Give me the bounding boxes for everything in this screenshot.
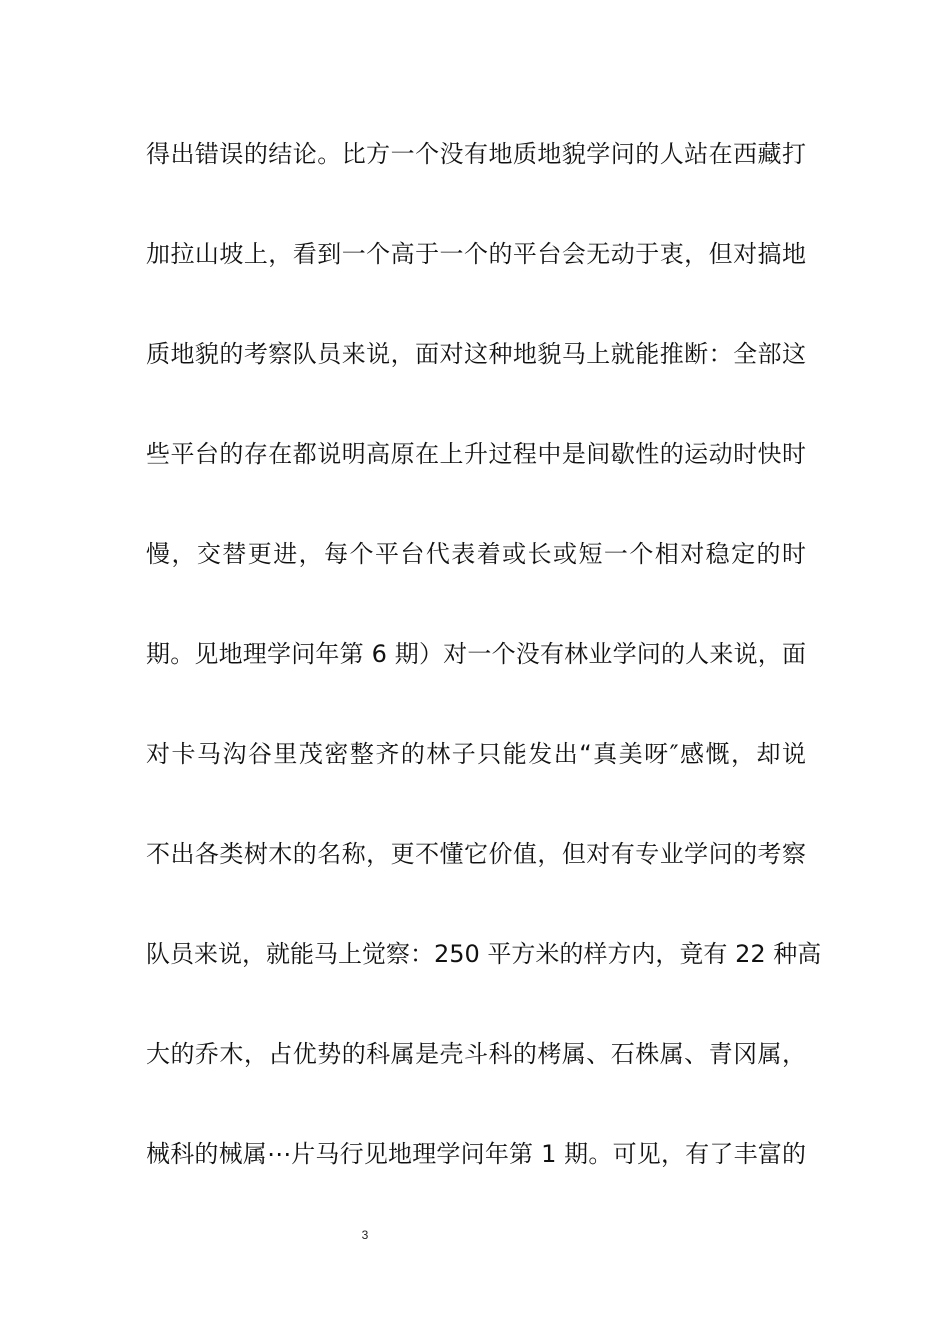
text-line-7: 对卡马沟谷里茂密整齐的林子只能发出“真美呀″感慨，却说 — [146, 740, 806, 768]
text-line-2: 加拉山坡上，看到一个高于一个的平台会无动于衷，但对搞地 — [146, 240, 806, 268]
page-number: 3 — [361, 1228, 369, 1242]
text-line-10: 大的乔木，占优势的科属是壳斗科的栲属、石株属、青冈属， — [146, 1040, 806, 1068]
text-line-8: 不出各类树木的名称，更不懂它价值，但对有专业学问的考察 — [146, 840, 806, 868]
text-line-5: 慢，交替更进，每个平台代表着或长或短一个相对稳定的时 — [146, 540, 806, 568]
text-line-3: 质地貌的考察队员来说，面对这种地貌马上就能推断：全部这 — [146, 340, 806, 368]
text-line-4: 些平台的存在都说明高原在上升过程中是间歇性的运动时快时 — [146, 440, 806, 468]
text-line-11: 械科的械属⋯片马行见地理学问年第 1 期。可见，有了丰富的 — [146, 1140, 806, 1168]
text-line-1: 得出错误的结论。比方一个没有地质地貌学问的人站在西藏打 — [146, 140, 806, 168]
text-line-6: 期。见地理学问年第 6 期）对一个没有林业学问的人来说，面 — [146, 640, 806, 668]
text-line-9: 队员来说，就能马上觉察：250 平方米的样方内，竟有 22 种高 — [146, 940, 822, 968]
